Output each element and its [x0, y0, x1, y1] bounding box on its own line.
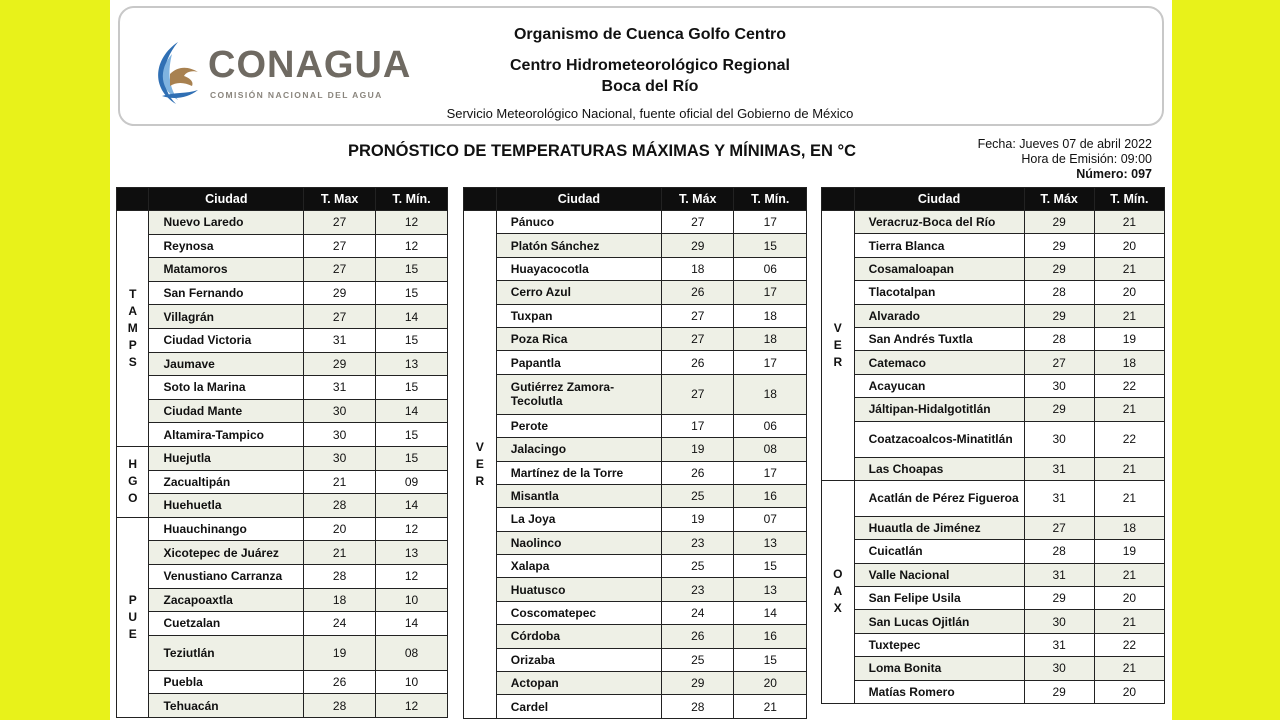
table-row — [822, 516, 1165, 539]
max-temp: 29 — [1024, 398, 1094, 421]
city-name: Coatzacoalcos-Minatitlán — [854, 421, 1024, 457]
max-temp: 28 — [1024, 327, 1094, 350]
column-header: T. Mín. — [1094, 188, 1164, 211]
table-row — [117, 423, 448, 447]
issue-number: Número: 097 — [1076, 167, 1152, 181]
max-temp: 26 — [304, 670, 376, 694]
city-name: Tuxtepec — [854, 633, 1024, 656]
max-temp: 30 — [1024, 657, 1094, 680]
min-temp: 20 — [1094, 587, 1164, 610]
min-temp: 22 — [1094, 633, 1164, 656]
table-row — [464, 601, 807, 624]
city-name: Huauchinango — [149, 517, 304, 541]
max-temp: 31 — [304, 328, 376, 352]
table-row — [117, 470, 448, 494]
min-temp: 14 — [376, 494, 448, 518]
max-temp: 26 — [662, 625, 734, 648]
state-label: O A X — [822, 480, 855, 703]
table-row — [822, 633, 1165, 656]
city-name: Gutiérrez Zamora-Tecolutla — [496, 374, 661, 414]
city-name: Ciudad Mante — [149, 399, 304, 423]
table-row — [464, 211, 807, 234]
min-temp: 16 — [734, 625, 807, 648]
column-header: T. Max — [304, 188, 376, 211]
city-name: Cosamaloapan — [854, 257, 1024, 280]
city-name: Matamoros — [149, 258, 304, 282]
city-name: Huehuetla — [149, 494, 304, 518]
table-row — [117, 234, 448, 258]
max-temp: 29 — [1024, 680, 1094, 703]
table-row — [822, 374, 1165, 397]
min-temp: 12 — [376, 564, 448, 588]
max-temp: 20 — [304, 517, 376, 541]
city-name: Huejutla — [149, 446, 304, 470]
max-temp: 28 — [304, 494, 376, 518]
table-row — [117, 376, 448, 400]
table-row — [464, 351, 807, 374]
min-temp: 21 — [1094, 211, 1164, 234]
city-name: Ciudad Victoria — [149, 328, 304, 352]
min-temp: 19 — [1094, 327, 1164, 350]
city-name: Xalapa — [496, 555, 661, 578]
min-temp: 12 — [376, 234, 448, 258]
table-row — [822, 563, 1165, 586]
table-row — [822, 211, 1165, 234]
min-temp: 21 — [1094, 304, 1164, 327]
min-temp: 20 — [1094, 234, 1164, 257]
min-temp: 13 — [376, 541, 448, 565]
max-temp: 28 — [304, 564, 376, 588]
min-temp: 18 — [734, 374, 807, 414]
min-temp: 21 — [1094, 457, 1164, 480]
table-row — [464, 695, 807, 718]
forecast-table-2 — [463, 187, 807, 719]
table-row — [822, 587, 1165, 610]
city-name: San Lucas Ojitlán — [854, 610, 1024, 633]
max-temp: 28 — [1024, 540, 1094, 563]
city-name: Nuevo Laredo — [149, 211, 304, 235]
min-temp: 10 — [376, 588, 448, 612]
city-name: Tehuacán — [149, 694, 304, 718]
max-temp: 27 — [1024, 516, 1094, 539]
table-row — [822, 234, 1165, 257]
city-name: Orizaba — [496, 648, 661, 671]
table-row — [464, 531, 807, 554]
min-temp: 21 — [734, 695, 807, 718]
min-temp: 18 — [1094, 351, 1164, 374]
column-header: T. Mín. — [376, 188, 448, 211]
city-name: Tierra Blanca — [854, 234, 1024, 257]
max-temp: 30 — [304, 399, 376, 423]
min-temp: 12 — [376, 517, 448, 541]
city-name: Tuxpan — [496, 304, 661, 327]
city-name: Alvarado — [854, 304, 1024, 327]
max-temp: 27 — [1024, 351, 1094, 374]
table-row — [822, 351, 1165, 374]
max-temp: 30 — [304, 423, 376, 447]
table-row — [117, 564, 448, 588]
min-temp: 21 — [1094, 610, 1164, 633]
state-label: H G O — [117, 446, 149, 517]
city-name: Reynosa — [149, 234, 304, 258]
city-name: Zacapoaxtla — [149, 588, 304, 612]
table-row — [822, 421, 1165, 457]
max-temp: 26 — [662, 461, 734, 484]
table-row — [464, 672, 807, 695]
max-temp: 19 — [662, 438, 734, 461]
max-temp: 28 — [304, 694, 376, 718]
max-temp: 27 — [304, 305, 376, 329]
city-name: Actopan — [496, 672, 661, 695]
min-temp: 18 — [734, 327, 807, 350]
table-row — [822, 657, 1165, 680]
city-name: Acatlán de Pérez Figueroa — [854, 480, 1024, 516]
min-temp: 17 — [734, 461, 807, 484]
min-temp: 15 — [376, 328, 448, 352]
column-header: T. Máx — [662, 188, 734, 211]
table-row — [822, 680, 1165, 703]
min-temp: 17 — [734, 211, 807, 234]
forecast-table-3 — [821, 187, 1165, 704]
city-name: Zacualtipán — [149, 470, 304, 494]
min-temp: 07 — [734, 508, 807, 531]
table-row — [117, 541, 448, 565]
city-name: Huayacocotla — [496, 257, 661, 280]
table-row — [117, 494, 448, 518]
table-row — [464, 555, 807, 578]
city-name: Puebla — [149, 670, 304, 694]
city-name: Veracruz-Boca del Río — [854, 211, 1024, 234]
table-row — [464, 461, 807, 484]
state-label: V E R — [464, 211, 497, 719]
column-header: Ciudad — [854, 188, 1024, 211]
min-temp: 08 — [734, 438, 807, 461]
state-label: P U E — [117, 517, 149, 717]
max-temp: 19 — [662, 508, 734, 531]
min-temp: 19 — [1094, 540, 1164, 563]
min-temp: 21 — [1094, 657, 1164, 680]
max-temp: 17 — [662, 414, 734, 437]
city-name: La Joya — [496, 508, 661, 531]
min-temp: 18 — [734, 304, 807, 327]
min-temp: 15 — [376, 258, 448, 282]
header-box — [118, 6, 1164, 126]
table-row — [464, 648, 807, 671]
city-name: San Andrés Tuxtla — [854, 327, 1024, 350]
city-name: San Fernando — [149, 281, 304, 305]
table-row — [117, 258, 448, 282]
city-name: Perote — [496, 414, 661, 437]
logo-subtitle: COMISIÓN NACIONAL DEL AGUA — [210, 90, 383, 100]
min-temp: 21 — [1094, 563, 1164, 586]
city-name: Villagrán — [149, 305, 304, 329]
max-temp: 21 — [304, 541, 376, 565]
table-row — [464, 484, 807, 507]
max-temp: 27 — [662, 374, 734, 414]
table-row — [464, 508, 807, 531]
max-temp: 19 — [304, 635, 376, 670]
min-temp: 22 — [1094, 374, 1164, 397]
max-temp: 29 — [1024, 257, 1094, 280]
max-temp: 29 — [1024, 234, 1094, 257]
max-temp: 29 — [662, 672, 734, 695]
forecast-table-1 — [116, 187, 448, 718]
min-temp: 15 — [376, 423, 448, 447]
column-header: T. Máx — [1024, 188, 1094, 211]
max-temp: 25 — [662, 484, 734, 507]
min-temp: 15 — [734, 648, 807, 671]
city-name: Huatusco — [496, 578, 661, 601]
city-name: Coscomatepec — [496, 601, 661, 624]
min-temp: 15 — [376, 446, 448, 470]
min-temp: 22 — [1094, 421, 1164, 457]
city-name: Jaumave — [149, 352, 304, 376]
city-name: Cuetzalan — [149, 612, 304, 636]
max-temp: 25 — [662, 648, 734, 671]
max-temp: 31 — [1024, 633, 1094, 656]
table-row — [117, 399, 448, 423]
conagua-emblem-icon — [148, 40, 202, 106]
max-temp: 25 — [662, 555, 734, 578]
min-temp: 13 — [376, 352, 448, 376]
min-temp: 15 — [734, 555, 807, 578]
max-temp: 23 — [662, 578, 734, 601]
min-temp: 12 — [376, 694, 448, 718]
max-temp: 18 — [304, 588, 376, 612]
city-name: Platón Sánchez — [496, 234, 661, 257]
city-name: Venustiano Carranza — [149, 564, 304, 588]
table-row — [822, 540, 1165, 563]
table-row — [117, 694, 448, 718]
max-temp: 31 — [1024, 457, 1094, 480]
max-temp: 30 — [1024, 421, 1094, 457]
max-temp: 29 — [1024, 211, 1094, 234]
city-name: Matías Romero — [854, 680, 1024, 703]
max-temp: 27 — [304, 234, 376, 258]
city-name: Acayucan — [854, 374, 1024, 397]
table-row — [464, 281, 807, 304]
max-temp: 27 — [662, 304, 734, 327]
table-row — [464, 438, 807, 461]
city-name: Cardel — [496, 695, 661, 718]
table-row — [464, 257, 807, 280]
table-row — [822, 281, 1165, 304]
min-temp: 20 — [1094, 680, 1164, 703]
min-temp: 12 — [376, 211, 448, 235]
state-label: V E R — [822, 211, 855, 481]
city-name: Jáltipan-Hidalgotitlán — [854, 398, 1024, 421]
city-name: Papantla — [496, 351, 661, 374]
min-temp: 14 — [376, 399, 448, 423]
max-temp: 29 — [304, 281, 376, 305]
state-header — [822, 188, 855, 211]
min-temp: 21 — [1094, 398, 1164, 421]
conagua-logo — [148, 36, 412, 108]
table-row — [464, 414, 807, 437]
min-temp: 14 — [376, 612, 448, 636]
min-temp: 13 — [734, 578, 807, 601]
table-row — [117, 446, 448, 470]
max-temp: 30 — [1024, 610, 1094, 633]
max-temp: 29 — [1024, 304, 1094, 327]
max-temp: 31 — [1024, 563, 1094, 586]
min-temp: 21 — [1094, 480, 1164, 516]
table-row — [822, 398, 1165, 421]
table-row — [117, 211, 448, 235]
document-title: PRONÓSTICO DE TEMPERATURAS MÁXIMAS Y MÍNIMAS, EN °C — [348, 142, 857, 160]
min-temp: 08 — [376, 635, 448, 670]
min-temp: 20 — [1094, 281, 1164, 304]
max-temp: 26 — [662, 351, 734, 374]
issue-date: Fecha: Jueves 07 de abril 2022 — [977, 137, 1152, 151]
table-row — [822, 257, 1165, 280]
min-temp: 09 — [376, 470, 448, 494]
min-temp: 18 — [1094, 516, 1164, 539]
city-name: Cuicatlán — [854, 540, 1024, 563]
city-name: Jalacingo — [496, 438, 661, 461]
max-temp: 29 — [304, 352, 376, 376]
state-label: T A M P S — [117, 211, 149, 447]
max-temp: 27 — [662, 211, 734, 234]
table-row — [464, 578, 807, 601]
max-temp: 26 — [662, 281, 734, 304]
table-row — [117, 670, 448, 694]
max-temp: 18 — [662, 257, 734, 280]
city-name: Teziutlán — [149, 635, 304, 670]
city-name: Córdoba — [496, 625, 661, 648]
max-temp: 24 — [304, 612, 376, 636]
min-temp: 15 — [734, 234, 807, 257]
center-name: Centro Hidrometeorológico Regional — [509, 57, 790, 74]
max-temp: 29 — [1024, 587, 1094, 610]
table-row — [117, 588, 448, 612]
column-header: Ciudad — [149, 188, 304, 211]
table-row — [464, 374, 807, 414]
city-name: Xicotepec de Juárez — [149, 541, 304, 565]
city-name: Misantla — [496, 484, 661, 507]
table-row — [117, 352, 448, 376]
table-row — [464, 234, 807, 257]
forecast-document — [110, 0, 1172, 720]
min-temp: 14 — [376, 305, 448, 329]
table-row — [464, 304, 807, 327]
min-temp: 13 — [734, 531, 807, 554]
table-row — [464, 625, 807, 648]
min-temp: 14 — [734, 601, 807, 624]
column-header: Ciudad — [496, 188, 661, 211]
min-temp: 06 — [734, 414, 807, 437]
city-name: Naolinco — [496, 531, 661, 554]
max-temp: 21 — [304, 470, 376, 494]
min-temp: 16 — [734, 484, 807, 507]
max-temp: 28 — [1024, 281, 1094, 304]
table-row — [464, 327, 807, 350]
table-row — [117, 281, 448, 305]
column-header: T. Mín. — [734, 188, 807, 211]
city-name: Martínez de la Torre — [496, 461, 661, 484]
table-row — [822, 610, 1165, 633]
table-row — [117, 305, 448, 329]
max-temp: 29 — [662, 234, 734, 257]
table-row — [822, 327, 1165, 350]
logo-wordmark: CONAGUA — [208, 44, 412, 86]
table-row — [822, 480, 1165, 516]
max-temp: 23 — [662, 531, 734, 554]
table-row — [117, 612, 448, 636]
max-temp: 31 — [304, 376, 376, 400]
city-name: San Felipe Usila — [854, 587, 1024, 610]
city-name: Poza Rica — [496, 327, 661, 350]
city-name: Cerro Azul — [496, 281, 661, 304]
city-name: Soto la Marina — [149, 376, 304, 400]
table-row — [822, 457, 1165, 480]
document-meta — [978, 137, 1152, 182]
max-temp: 27 — [304, 258, 376, 282]
max-temp: 27 — [304, 211, 376, 235]
min-temp: 21 — [1094, 257, 1164, 280]
state-header — [464, 188, 497, 211]
city-name: Las Choapas — [854, 457, 1024, 480]
min-temp: 15 — [376, 376, 448, 400]
min-temp: 17 — [734, 351, 807, 374]
city-name: Valle Nacional — [854, 563, 1024, 586]
table-row — [117, 328, 448, 352]
min-temp: 15 — [376, 281, 448, 305]
table-row — [822, 304, 1165, 327]
service-line: Servicio Meteorológico Nacional, fuente oficial del Gobierno de México — [446, 106, 854, 121]
table-row — [117, 635, 448, 670]
organization-name: Organismo de Cuenca Golfo Centro — [513, 26, 787, 43]
max-temp: 30 — [1024, 374, 1094, 397]
max-temp: 28 — [662, 695, 734, 718]
city-name: Huautla de Jiménez — [854, 516, 1024, 539]
max-temp: 24 — [662, 601, 734, 624]
city-name: Loma Bonita — [854, 657, 1024, 680]
min-temp: 10 — [376, 670, 448, 694]
max-temp: 30 — [304, 446, 376, 470]
min-temp: 06 — [734, 257, 807, 280]
table-row — [117, 517, 448, 541]
center-location: Boca del Río — [601, 78, 699, 95]
city-name: Tlacotalpan — [854, 281, 1024, 304]
emission-time: Hora de Emisión: 09:00 — [1021, 152, 1152, 166]
max-temp: 31 — [1024, 480, 1094, 516]
max-temp: 27 — [662, 327, 734, 350]
city-name: Catemaco — [854, 351, 1024, 374]
min-temp: 20 — [734, 672, 807, 695]
city-name: Pánuco — [496, 211, 661, 234]
state-header — [117, 188, 149, 211]
city-name: Altamira-Tampico — [149, 423, 304, 447]
min-temp: 17 — [734, 281, 807, 304]
